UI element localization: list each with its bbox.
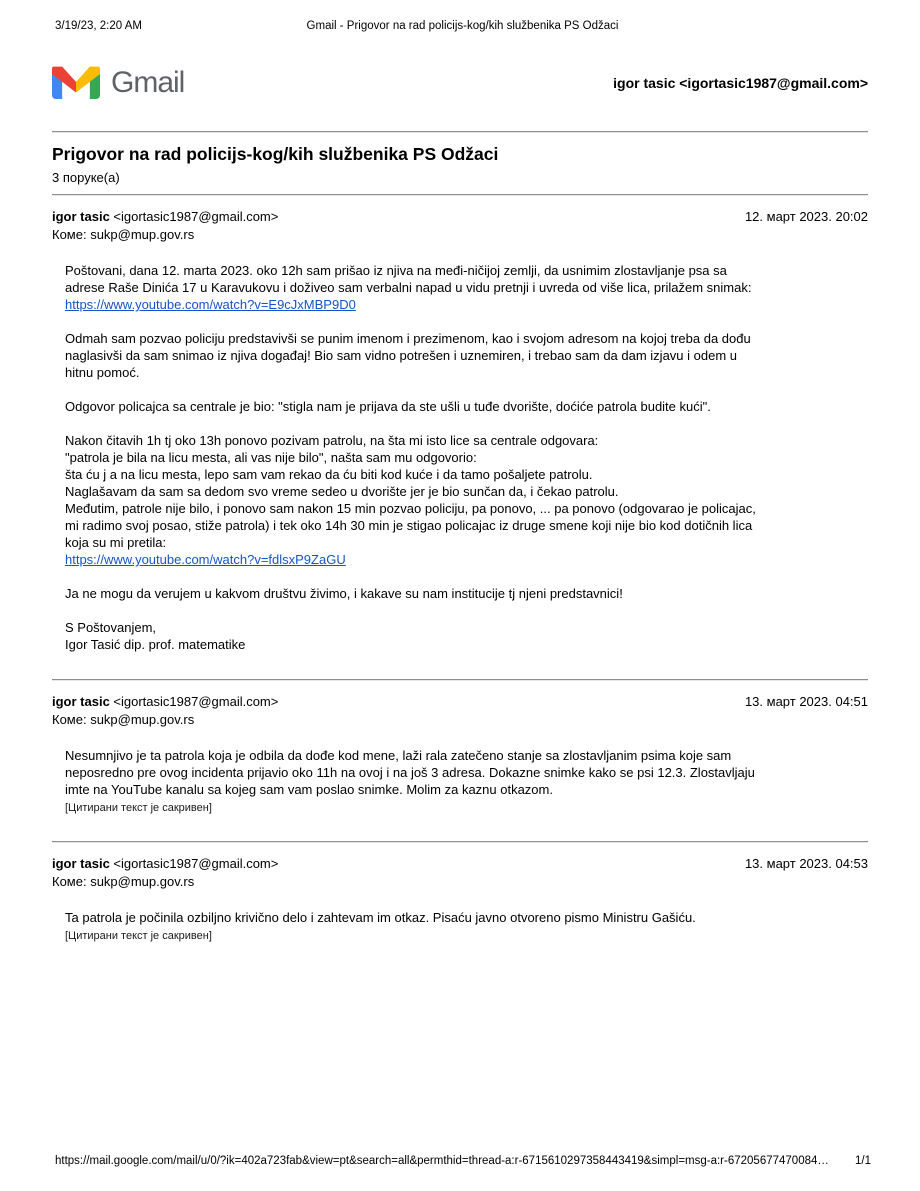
blank-line	[65, 415, 868, 432]
gmail-logo-group	[52, 62, 184, 104]
message-divider	[52, 841, 868, 843]
body-line: S Poštovanjem,	[65, 620, 157, 635]
body-line: adrese Raše Dinića 17 u Karavukovu i doživeo sam verbalni napad u vidu pretnji i uvreda od više lica, prilažem snimak:	[65, 280, 752, 295]
footer-url: https://mail.google.com/mail/u/0/?ik=402a723fab&view=pt&search=all&permthid=thread-a:r-6715610297358443419&simpl=msg-a:r-67205677470084…	[55, 1155, 829, 1167]
message-from-line	[52, 693, 278, 711]
print-datetime: 3/19/23, 2:20 AM	[55, 20, 142, 32]
browser-print-header	[55, 20, 870, 32]
body-line: Međutim, patrole nije bilo, i ponovo sam nakon 15 min pozvao policiju, pa ponovo, ... pa ponovo (odgovarao je policajac,	[65, 501, 756, 516]
body-line: mi radimo svoj posao, stiže patrola) i tek oko 14h 30 min je stigao policajac iz druge smene koji nije bio kod dotičnih lica	[65, 518, 753, 533]
body-line: hitnu pomoć.	[65, 365, 140, 380]
message-body	[65, 262, 868, 653]
sender-name: igor tasic	[52, 209, 110, 224]
body-line: Odmah sam pozvao policiju predstavivši se punim imenom i prezimenom, kao i svojom adresom na kojoj treba da dođu	[65, 331, 751, 346]
body-line: Ta patrola je počinila ozbiljno krivično delo i zahtevam im otkaz. Pisaću javno otvoreno pismo Ministru Gašiću.	[65, 910, 696, 925]
email-message	[52, 208, 868, 653]
sender-email: <igortasic1987@gmail.com>	[109, 694, 279, 709]
message-date: 13. март 2023. 04:53	[744, 856, 868, 871]
sender-email: <igortasic1987@gmail.com>	[109, 856, 279, 871]
youtube-link[interactable]: https://www.youtube.com/watch?v=E9cJxMBP9D0	[65, 297, 356, 312]
sender-email: <igortasic1987@gmail.com>	[109, 209, 279, 224]
message-header	[52, 855, 868, 873]
body-line: imte na YouTube kanalu sa kojeg sam vam poslao snimke. Molim za kaznu otkazom.	[65, 782, 553, 797]
blank-line	[65, 602, 868, 619]
gmail-wordmark: Gmail	[111, 66, 185, 99]
body-line: "patrola je bila na licu mesta, ali vas nije bilo", našta sam mu odgovorio:	[65, 450, 477, 465]
recipient-line: Коме: sukp@mup.gov.rs	[52, 712, 195, 727]
sender-name: igor tasic	[52, 694, 110, 709]
body-line: naglasivši da sam snimao iz njiva događaj! Bio sam vidno potrešen i uznemiren, i trebao sam da dam izjavu i odem u	[65, 348, 738, 363]
body-line: Odgovor policajca sa centrale je bio: "stigla nam je prijava da ste ušli u tuđe dvorište, doćiće patrola budite kući".	[65, 399, 711, 414]
body-line: šta ću j a na licu mesta, lepo sam vam rekao da ću biti kod kuće i da tamo pošaljete patrolu.	[65, 467, 593, 482]
body-line: neposredno pre ovog incidenta prijavio oko 11h na ovoj i na još 3 adresa. Dokazne snimke kako se psi 12.3. Zlostavljaju	[65, 765, 755, 780]
body-line: Nakon čitavih 1h tj oko 13h ponovo pozivam patrolu, na šta mi isto lice sa centrale odgovara:	[65, 433, 599, 448]
blank-line	[65, 313, 868, 330]
gmail-header-bar	[52, 0, 868, 104]
message-from-line	[52, 208, 278, 226]
print-document-title: Gmail - Prigovor na rad policijs-kog/kih službenika PS Odžaci	[306, 20, 619, 32]
message-from-line	[52, 855, 278, 873]
blank-line	[65, 381, 868, 398]
message-count: 3 поруке(а)	[52, 170, 120, 185]
body-line: Naglašavam da sam sa dedom svo vreme sedeo u dvorište jer je bio sunčan da, i čekao patrolu.	[65, 484, 619, 499]
message-header	[52, 208, 868, 226]
body-line: Nesumnjivo je ta patrola koja je odbila da dođe kod mene, laži rala zatečeno stanje sa zlostavljanim psima koje sam	[65, 748, 732, 763]
footer-page-number: 1/1	[855, 1155, 871, 1167]
message-date: 12. март 2023. 20:02	[744, 209, 868, 224]
gmail-logo-icon	[52, 62, 100, 104]
account-email: igor tasic <igortasic1987@gmail.com>	[613, 75, 868, 91]
body-line: Igor Tasić dip. prof. matematike	[65, 637, 246, 652]
message-body	[65, 909, 868, 943]
quoted-hidden-note: [Цитирани текст је сакривен]	[65, 930, 212, 942]
thread-subject: Prigovor na rad policijs-kog/kih službenika PS Odžaci	[52, 144, 499, 164]
header-divider	[52, 131, 868, 133]
message-divider	[52, 679, 868, 681]
quoted-hidden-note: [Цитирани текст је сакривен]	[65, 802, 212, 814]
recipient-line: Коме: sukp@mup.gov.rs	[52, 874, 195, 889]
email-message	[52, 855, 868, 943]
body-line: koja su mi pretila:	[65, 535, 167, 550]
message-body	[65, 747, 868, 815]
blank-line	[65, 568, 868, 585]
sender-name: igor tasic	[52, 856, 110, 871]
browser-print-footer	[55, 1155, 871, 1167]
email-message	[52, 693, 868, 815]
youtube-link[interactable]: https://www.youtube.com/watch?v=fdlsxP9ZaGU	[65, 552, 346, 567]
body-line: Poštovani, dana 12. marta 2023. oko 12h sam prišao iz njiva na međi-ničijoj zemlji, da usnimim zlostavljanje psa sa	[65, 263, 727, 278]
messages	[52, 208, 868, 943]
thread-divider	[52, 194, 868, 196]
message-date: 13. март 2023. 04:51	[744, 694, 868, 709]
body-line: Ja ne mogu da verujem u kakvom društvu živimo, i kakave su nam institucije tj njeni predstavnici!	[65, 586, 623, 601]
message-header	[52, 693, 868, 711]
recipient-line: Коме: sukp@mup.gov.rs	[52, 227, 195, 242]
